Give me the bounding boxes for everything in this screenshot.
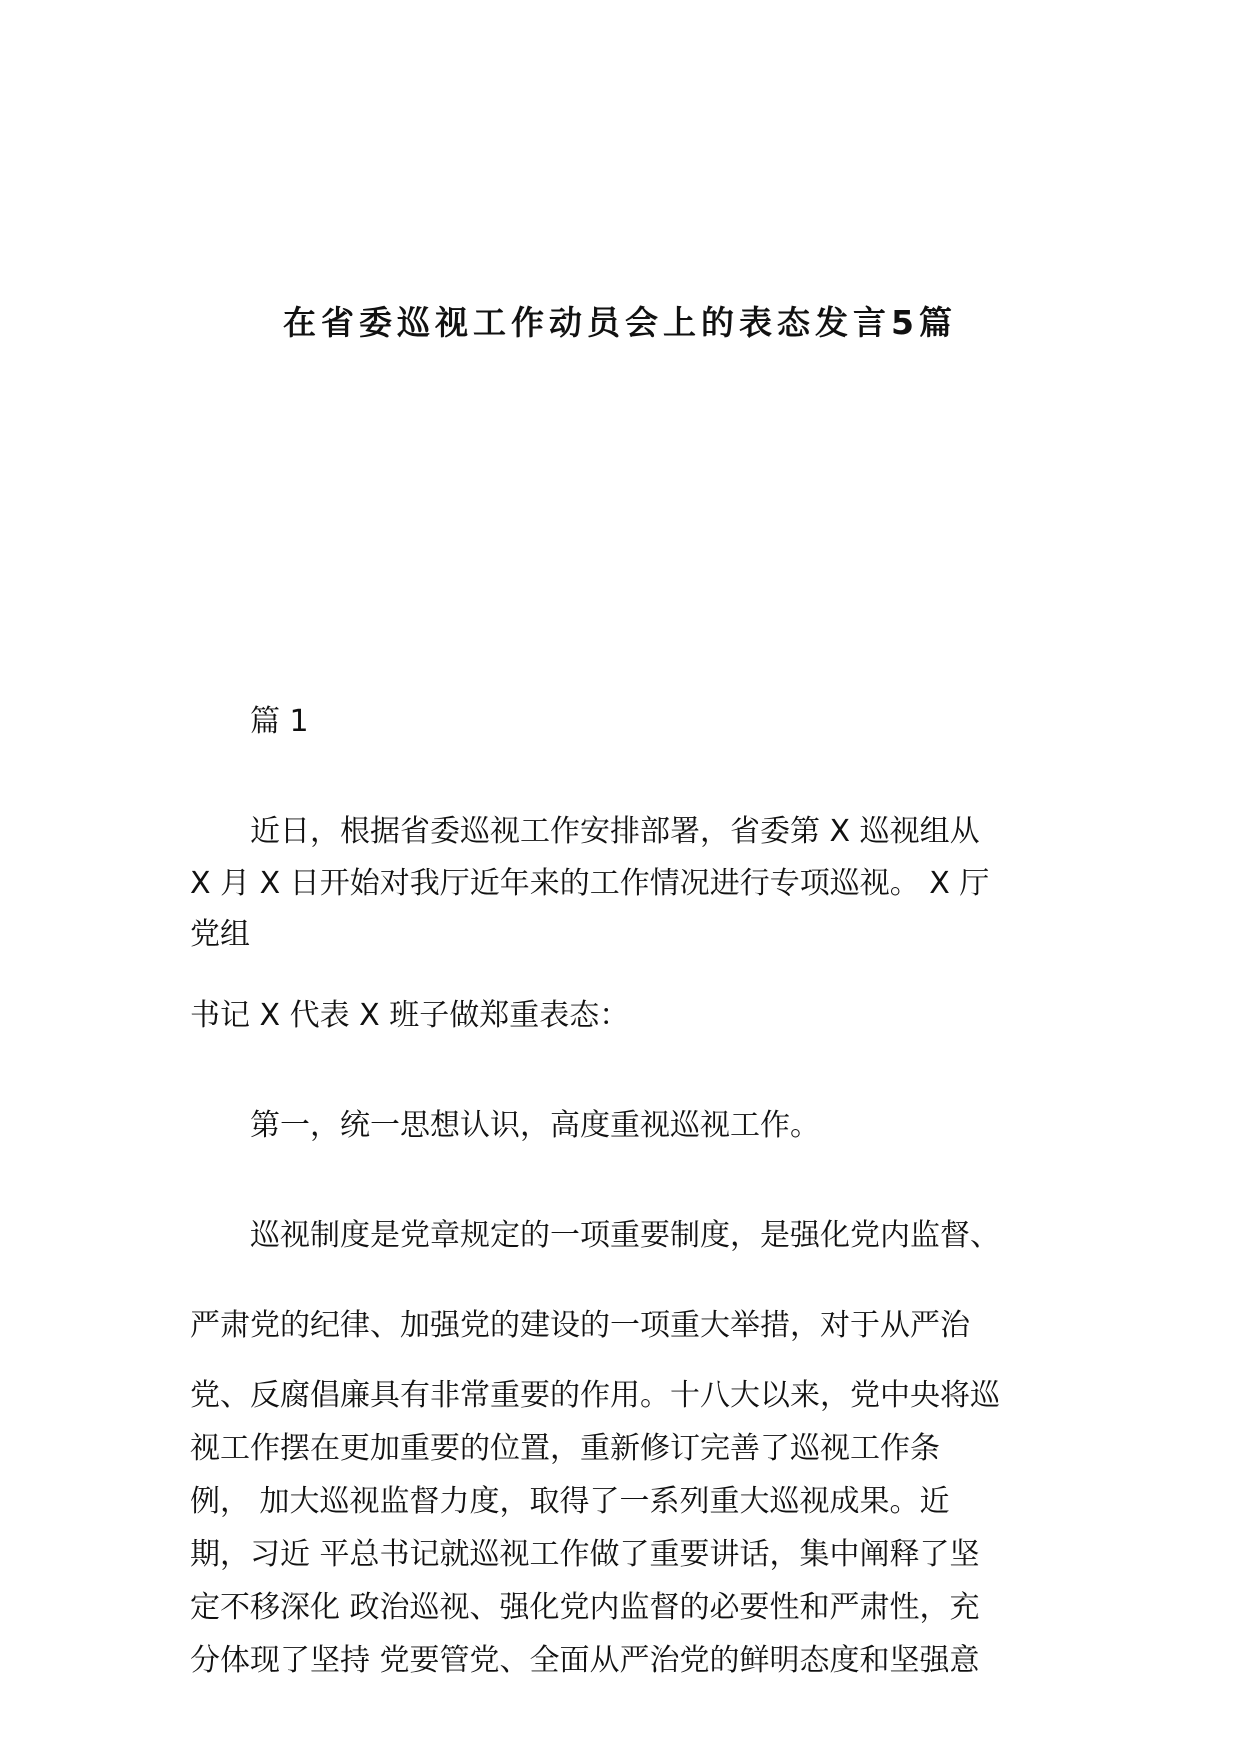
- paragraph-line-4: 书记 X 代表 X 班子做郑重表态：: [190, 998, 630, 1033]
- paragraph-line-2: X 月 X 日开始对我厅近年来的工作情况进行专项巡视。 X 厅: [190, 866, 990, 901]
- paragraph-line-8: 视工作摆在更加重要的位置，重新修订完善了巡视工作条: [190, 1431, 940, 1466]
- paragraph-line-9: 例， 加大巡视监督力度，取得了一系列重大巡视成果。近: [190, 1484, 950, 1519]
- paragraph-line-6: 严肃党的纪律、加强党的建设的一项重大举措，对于从严治: [190, 1308, 970, 1343]
- paragraph-line-5: 巡视制度是党章规定的一项重要制度，是强化党内监督、: [250, 1218, 1000, 1253]
- paragraph-line-3: 党组: [190, 917, 250, 952]
- point-heading-1: 第一，统一思想认识，高度重视巡视工作。: [250, 1108, 820, 1143]
- paragraph-line-12: 分体现了坚持 党要管党、全面从严治党的鲜明态度和坚强意: [190, 1643, 980, 1678]
- section-heading-1: 篇 1: [250, 704, 309, 739]
- paragraph-line-1: 近日，根据省委巡视工作安排部署，省委第 X 巡视组从: [250, 814, 980, 849]
- document-title: 在省委巡视工作动员会上的表态发言5篇: [283, 303, 957, 342]
- paragraph-line-7: 党、反腐倡廉具有非常重要的作用。十八大以来，党中央将巡: [190, 1378, 1000, 1413]
- paragraph-line-10: 期，习近 平总书记就巡视工作做了重要讲话，集中阐释了坚: [190, 1537, 980, 1572]
- paragraph-line-11: 定不移深化 政治巡视、强化党内监督的必要性和严肃性，充: [190, 1590, 980, 1625]
